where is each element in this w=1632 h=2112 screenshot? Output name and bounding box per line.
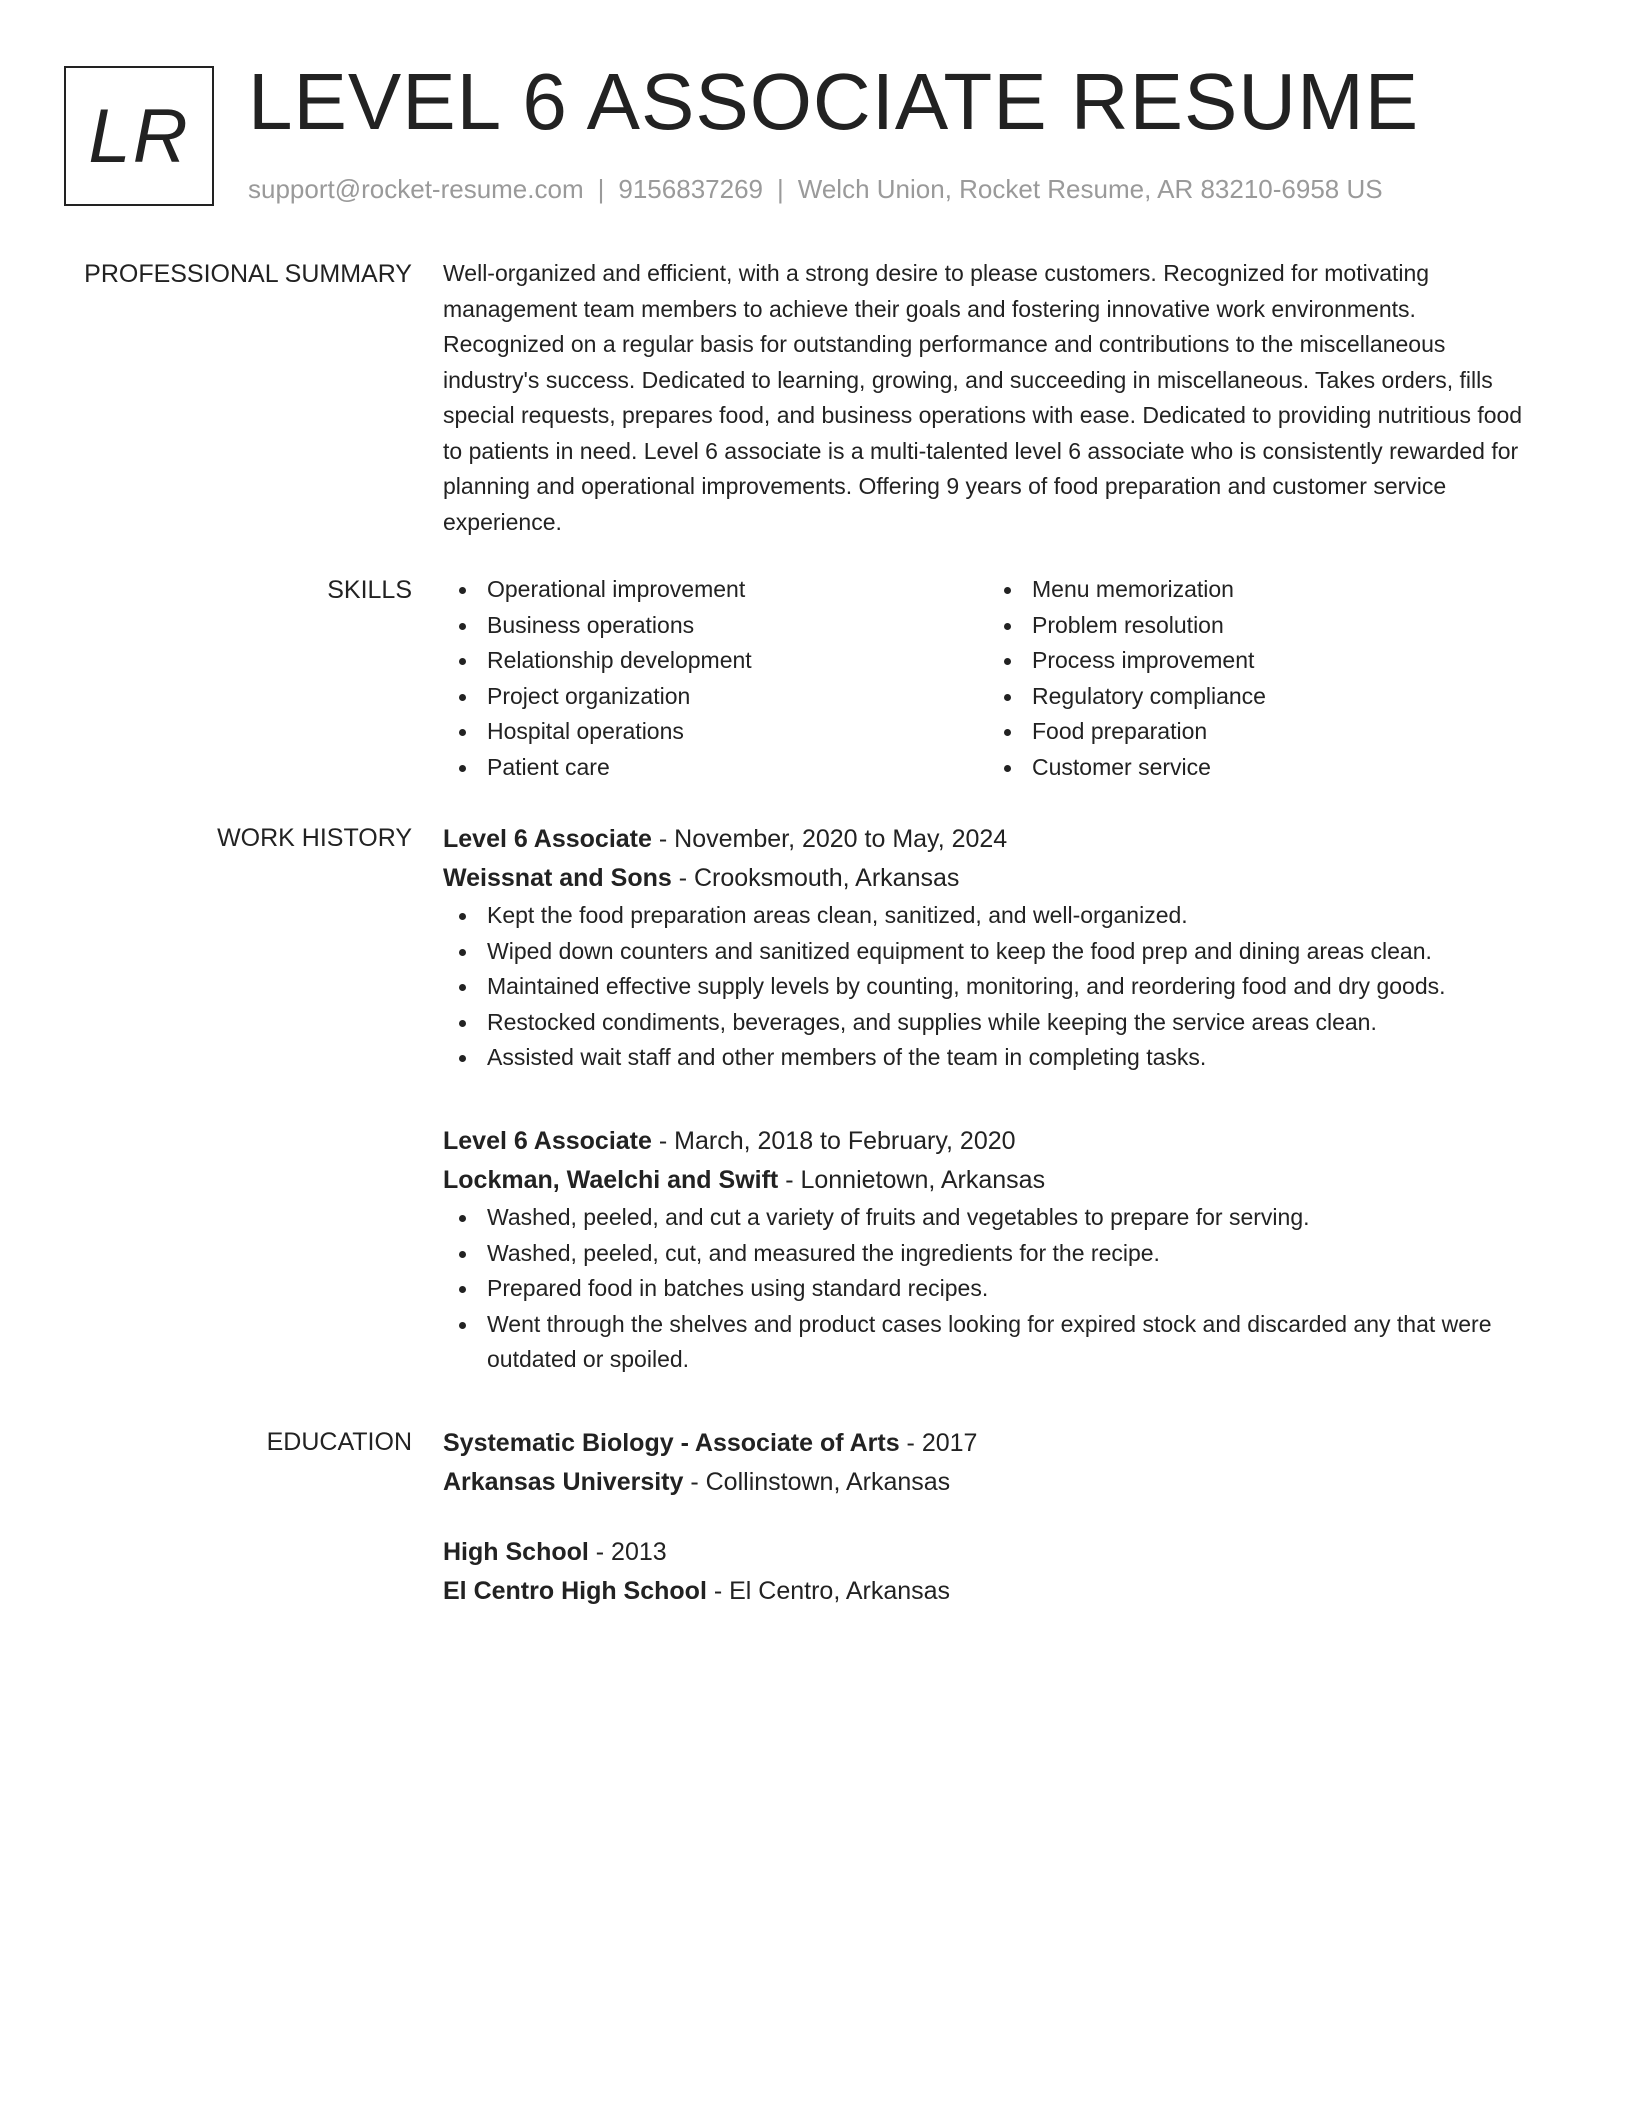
education-degree: High School [443, 1538, 589, 1566]
skill-item: Customer service [988, 750, 1533, 786]
education-school-line [443, 1463, 1533, 1502]
contact-line [248, 172, 1383, 206]
job-location: - Lonnietown, Arkansas [778, 1166, 1046, 1194]
job-dates: - November, 2020 to May, 2024 [651, 825, 1008, 853]
contact-address: Welch Union, Rocket Resume, AR 83210-6958 US [797, 174, 1383, 204]
education-year: - 2013 [588, 1538, 667, 1566]
skill-item: Problem resolution [988, 608, 1533, 644]
job-bullet: Went through the shelves and product cases looking for expired stock and discarded any that were outdated or spoiled. [443, 1307, 1533, 1378]
education-school-line [443, 1572, 1533, 1611]
contact-phone: 9156837269 [618, 174, 763, 204]
job-bullets [443, 1200, 1533, 1378]
summary-text: Well-organized and efficient, with a strong desire to please customers. Recognized for motivating management team members to achieve their goals and fostering innovative work environments. Recognized on a regular basis for outstanding performance and contributions to the miscellaneous industry's success. Dedicated to learning, growing, and succeeding in miscellaneous. Takes orders, fills special requests, prepares food, and business operations with ease. Dedicated to providing nutritious food to patients in need. Level 6 associate is a multi-talented level 6 associate who is consistently rewarded for planning and operational improvements. Offering 9 years of food preparation and customer service experience. [443, 260, 1523, 535]
section-label-summary: PROFESSIONAL SUMMARY [84, 260, 412, 288]
skills-body [443, 572, 1533, 786]
contact-separator: | [777, 174, 784, 204]
section-label-skills: SKILLS [327, 576, 412, 604]
contact-email: support@rocket-resume.com [248, 174, 584, 204]
job-bullet: Wiped down counters and sanitized equipment to keep the food prep and dining areas clean. [443, 934, 1533, 970]
monogram-logo [64, 66, 214, 206]
job-company: Weissnat and Sons [443, 864, 672, 892]
education-entry [443, 1424, 1533, 1502]
skills-column-right [988, 572, 1533, 786]
job-title-line [443, 1122, 1533, 1161]
skill-item: Food preparation [988, 714, 1533, 750]
job-title: Level 6 Associate [443, 825, 652, 853]
job-title: Level 6 Associate [443, 1127, 652, 1155]
education-year: - 2017 [899, 1429, 978, 1457]
section-label-work-history: WORK HISTORY [217, 824, 412, 852]
job-entry [443, 1122, 1533, 1378]
job-entry [443, 820, 1533, 1076]
job-bullet: Kept the food preparation areas clean, sanitized, and well-organized. [443, 898, 1533, 934]
education-school: Arkansas University [443, 1468, 684, 1496]
job-bullet: Assisted wait staff and other members of the team in completing tasks. [443, 1040, 1533, 1076]
skill-item: Regulatory compliance [988, 679, 1533, 715]
job-bullet: Restocked condiments, beverages, and supplies while keeping the service areas clean. [443, 1005, 1533, 1041]
education-school: El Centro High School [443, 1577, 707, 1605]
education-degree-line [443, 1533, 1533, 1572]
skill-item: Project organization [443, 679, 988, 715]
skill-item: Hospital operations [443, 714, 988, 750]
job-bullet: Maintained effective supply levels by counting, monitoring, and reordering food and dry goods. [443, 969, 1533, 1005]
education-location: - Collinstown, Arkansas [683, 1468, 951, 1496]
skills-column-left [443, 572, 988, 786]
skill-item: Business operations [443, 608, 988, 644]
job-location: - Crooksmouth, Arkansas [671, 864, 960, 892]
education-degree-line [443, 1424, 1533, 1463]
monogram-initials: LR [88, 93, 190, 179]
skill-item: Patient care [443, 750, 988, 786]
job-title-line [443, 820, 1533, 859]
job-bullet: Washed, peeled, and cut a variety of fruits and vegetables to prepare for serving. [443, 1200, 1533, 1236]
skill-item: Operational improvement [443, 572, 988, 608]
skill-item: Process improvement [988, 643, 1533, 679]
resume-title: LEVEL 6 ASSOCIATE RESUME [248, 57, 1420, 146]
job-bullet: Prepared food in batches using standard recipes. [443, 1271, 1533, 1307]
summary-body [443, 256, 1533, 540]
skill-item: Relationship development [443, 643, 988, 679]
education-entry [443, 1533, 1533, 1611]
job-bullets [443, 898, 1533, 1076]
section-label-education: EDUCATION [266, 1428, 412, 1456]
job-bullet: Washed, peeled, cut, and measured the ingredients for the recipe. [443, 1236, 1533, 1272]
education-location: - El Centro, Arkansas [706, 1577, 951, 1605]
contact-separator: | [597, 174, 605, 204]
job-dates: - March, 2018 to February, 2020 [651, 1127, 1016, 1155]
job-company: Lockman, Waelchi and Swift [443, 1166, 779, 1194]
job-company-line [443, 1161, 1533, 1200]
education-degree: Systematic Biology - Associate of Arts [443, 1429, 900, 1457]
skill-item: Menu memorization [988, 572, 1533, 608]
job-company-line [443, 859, 1533, 898]
